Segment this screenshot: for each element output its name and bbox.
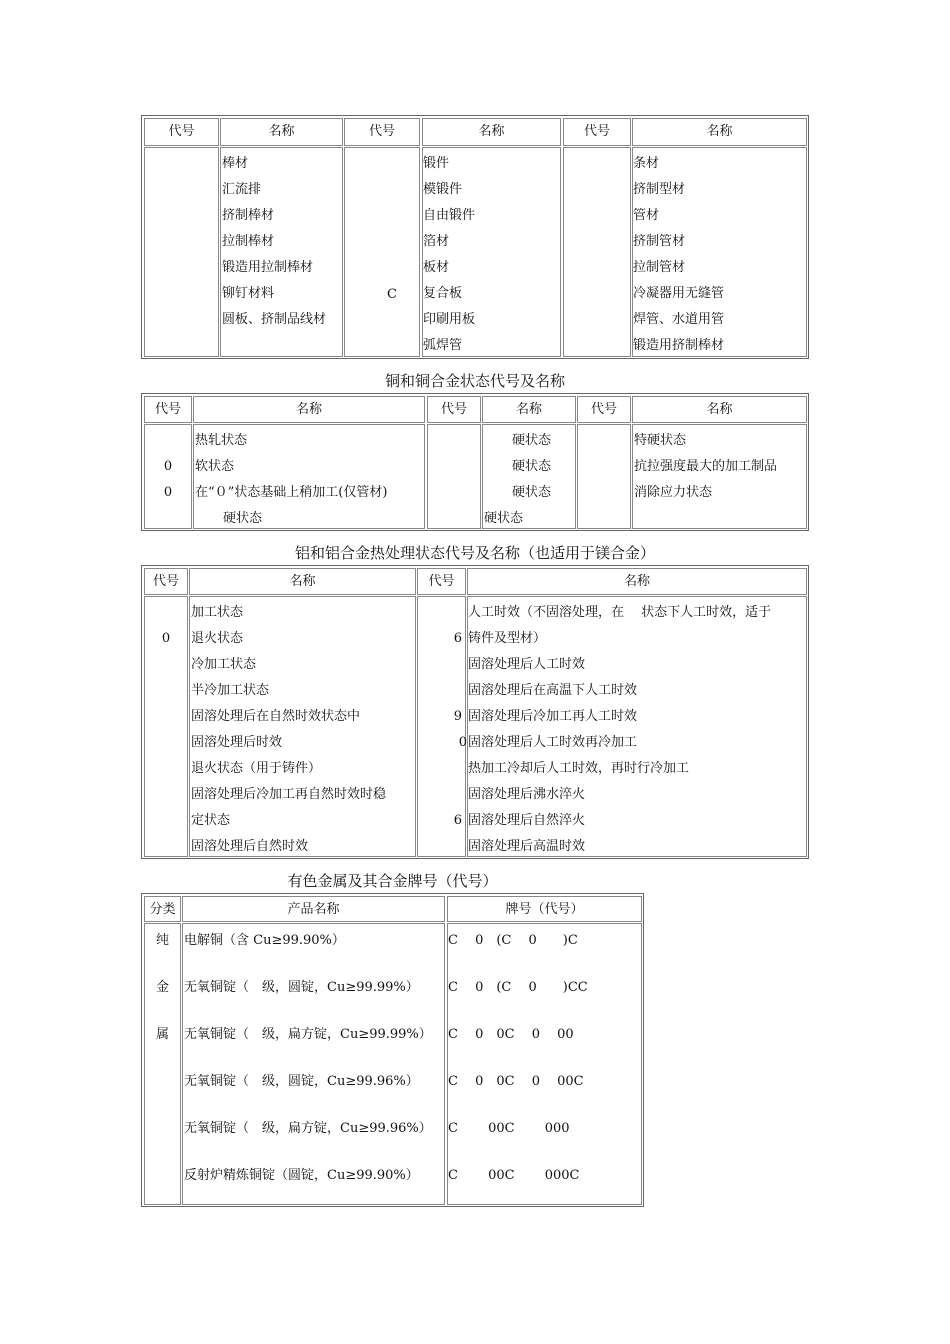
list-item: 固溶处理后在自然时效状态中 — [191, 709, 361, 724]
list-item: 弧焊管 — [423, 338, 463, 353]
list-item: 软状态 — [195, 459, 235, 474]
list-item: C 00C 000C — [448, 1168, 580, 1183]
list-item: 挤制管材 — [633, 234, 686, 249]
table-nonferrous-grades — [141, 893, 644, 1207]
code-cell-2 — [427, 424, 481, 529]
caption-aluminum-heat-treatment: 铝和铝合金热处理状态代号及名称（也适用于镁合金） — [294, 544, 655, 562]
list-item: 消除应力状态 — [634, 485, 713, 500]
header-category: 分类 — [144, 896, 181, 922]
caption-copper-temper: 铜和铜合金状态代号及名称 — [384, 372, 565, 390]
header-code-3: 代号 — [577, 396, 631, 423]
list-item: 热轧状态 — [195, 433, 248, 448]
code-nine: 9 — [453, 709, 462, 724]
list-item: 拉制管材 — [633, 260, 686, 275]
list-item: 硬状态 — [223, 511, 263, 526]
product-list-2 — [423, 151, 475, 359]
temper-list-2 — [484, 428, 551, 532]
list-item: 铸件及型材） — [468, 631, 547, 646]
list-item: 退火状态 — [191, 631, 244, 646]
header-name-3: 名称 — [632, 118, 807, 146]
list-item: 热加工冷却后人工时效，再时行冷加工 — [468, 761, 690, 776]
header-code-3: 代号 — [563, 118, 631, 146]
list-item: 人工时效（不固溶处理，在 状态下人工时效，适于 — [468, 605, 772, 620]
list-item: 挤制型材 — [633, 182, 686, 197]
header-code-2: 代号 — [344, 118, 420, 146]
list-item: 硬状态 — [512, 459, 552, 474]
grade-code-list — [448, 928, 588, 1210]
caption-nonferrous-grades: 有色金属及其合金牌号（代号） — [287, 872, 498, 890]
list-item: C 0 0C 0 00C — [448, 1074, 584, 1089]
list-item: 圆板、挤制品线材 — [222, 312, 327, 327]
temper-list-1 — [195, 428, 387, 532]
code-c: C — [387, 287, 397, 302]
code-zero: 0 — [163, 459, 173, 474]
heat-treatment-list-2 — [468, 600, 771, 860]
header-name-2: 名称 — [467, 568, 807, 595]
header-name-2: 名称 — [482, 396, 576, 423]
list-item: 反射炉精炼铜锭（圆锭，Cu≥99.90%） — [184, 1168, 419, 1183]
list-item: 锻造用拉制棒材 — [222, 260, 314, 275]
list-item: C 0 (C 0 )C — [448, 933, 578, 948]
list-item: C 0 0C 0 00 — [448, 1027, 574, 1042]
list-item: 硬状态 — [484, 511, 524, 526]
code-cell-3 — [563, 147, 631, 357]
list-item: 模锻件 — [423, 182, 463, 197]
header-code-2: 代号 — [417, 568, 466, 595]
list-item: 固溶处理后人工时效再冷加工 — [468, 735, 638, 750]
list-item: 在“０”状态基础上稍加工(仅管材) — [195, 485, 388, 500]
header-name-2: 名称 — [422, 118, 561, 146]
list-item: 自由锻件 — [423, 208, 476, 223]
header-product-name: 产品名称 — [182, 896, 445, 922]
list-item: 冷凝器用无缝管 — [633, 286, 725, 301]
product-list-1 — [222, 151, 326, 333]
list-item: 固溶处理后自然淬火 — [468, 813, 586, 828]
grade-product-list — [184, 928, 432, 1210]
list-item: 退火状态（用于铸件） — [191, 761, 322, 776]
header-code-1: 代号 — [144, 568, 188, 595]
code-cell-3 — [577, 424, 631, 529]
list-item: 固溶处理后在高温下人工时效 — [468, 683, 638, 698]
list-item: 棒材 — [222, 156, 249, 171]
code-zero: 0 — [161, 631, 171, 646]
list-item: 铆钉材料 — [222, 286, 275, 301]
table-product-names — [141, 115, 809, 359]
list-item: 冷加工状态 — [191, 657, 257, 672]
heat-treatment-list-1 — [191, 600, 386, 860]
list-item: 板材 — [423, 260, 450, 275]
list-item: 固溶处理后高温时效 — [468, 839, 586, 854]
list-item: 复合板 — [423, 286, 463, 301]
product-list-3 — [633, 151, 724, 359]
list-item: 加工状态 — [191, 605, 244, 620]
code-zero: 0 — [163, 485, 173, 500]
code-cell-1 — [144, 147, 219, 357]
list-item: 锻件 — [423, 156, 450, 171]
category-label: 纯 — [155, 933, 169, 948]
list-item: 固溶处理后自然时效 — [191, 839, 309, 854]
header-grade-code: 牌号（代号） — [447, 896, 642, 922]
table-copper-temper — [141, 393, 809, 531]
list-item: 固溶处理后时效 — [191, 735, 283, 750]
temper-list-3 — [634, 428, 777, 506]
header-code-1: 代号 — [144, 396, 192, 423]
list-item: 锻造用挤制棒材 — [633, 338, 725, 353]
list-item: 固溶处理后冷加工再人工时效 — [468, 709, 638, 724]
header-code-1: 代号 — [144, 118, 219, 146]
list-item: 电解铜（含 Cu≥99.90%） — [184, 933, 345, 948]
list-item: C 00C 000 — [448, 1121, 570, 1136]
list-item: 箔材 — [423, 234, 450, 249]
list-item: 无氧铜锭（ 级，扁方锭，Cu≥99.96%） — [184, 1121, 432, 1136]
list-item: 条材 — [633, 156, 660, 171]
code-zero: 0 — [458, 735, 467, 750]
header-name-3: 名称 — [632, 396, 807, 423]
list-item: 管材 — [633, 208, 660, 223]
list-item: 拉制棒材 — [222, 234, 275, 249]
code-six: 6 — [453, 813, 462, 828]
list-item: 挤制棒材 — [222, 208, 275, 223]
code-cell-2 — [344, 147, 420, 357]
list-item: 固溶处理后冷加工再自然时效时稳 — [191, 787, 387, 802]
category-label: 金 — [155, 980, 169, 995]
list-item: 印刷用板 — [423, 312, 476, 327]
list-item: 无氧铜锭（ 级，圆锭，Cu≥99.99%） — [184, 980, 419, 995]
list-item: 汇流排 — [222, 182, 262, 197]
list-item: 抗拉强度最大的加工制品 — [634, 459, 778, 474]
list-item: 无氧铜锭（ 级，圆锭，Cu≥99.96%） — [184, 1074, 419, 1089]
table-aluminum-heat-treatment — [141, 565, 809, 859]
category-cell — [144, 923, 181, 1205]
header-name-1: 名称 — [220, 118, 343, 146]
list-item: 特硬状态 — [634, 433, 687, 448]
category-label: 属 — [155, 1027, 169, 1042]
code-six: 6 — [453, 631, 462, 646]
header-code-2: 代号 — [427, 396, 481, 423]
list-item: 固溶处理后沸水淬火 — [468, 787, 586, 802]
list-item: 固溶处理后人工时效 — [468, 657, 586, 672]
list-item: 定状态 — [191, 813, 231, 828]
list-item: 半冷加工状态 — [191, 683, 270, 698]
header-name-1: 名称 — [189, 568, 416, 595]
list-item: 硬状态 — [512, 485, 552, 500]
list-item: C 0 (C 0 )CC — [448, 980, 588, 995]
list-item: 无氧铜锭（ 级，扁方锭，Cu≥99.99%） — [184, 1027, 432, 1042]
header-name-1: 名称 — [193, 396, 425, 423]
list-item: 硬状态 — [512, 433, 552, 448]
list-item: 焊管、水道用管 — [633, 312, 725, 327]
